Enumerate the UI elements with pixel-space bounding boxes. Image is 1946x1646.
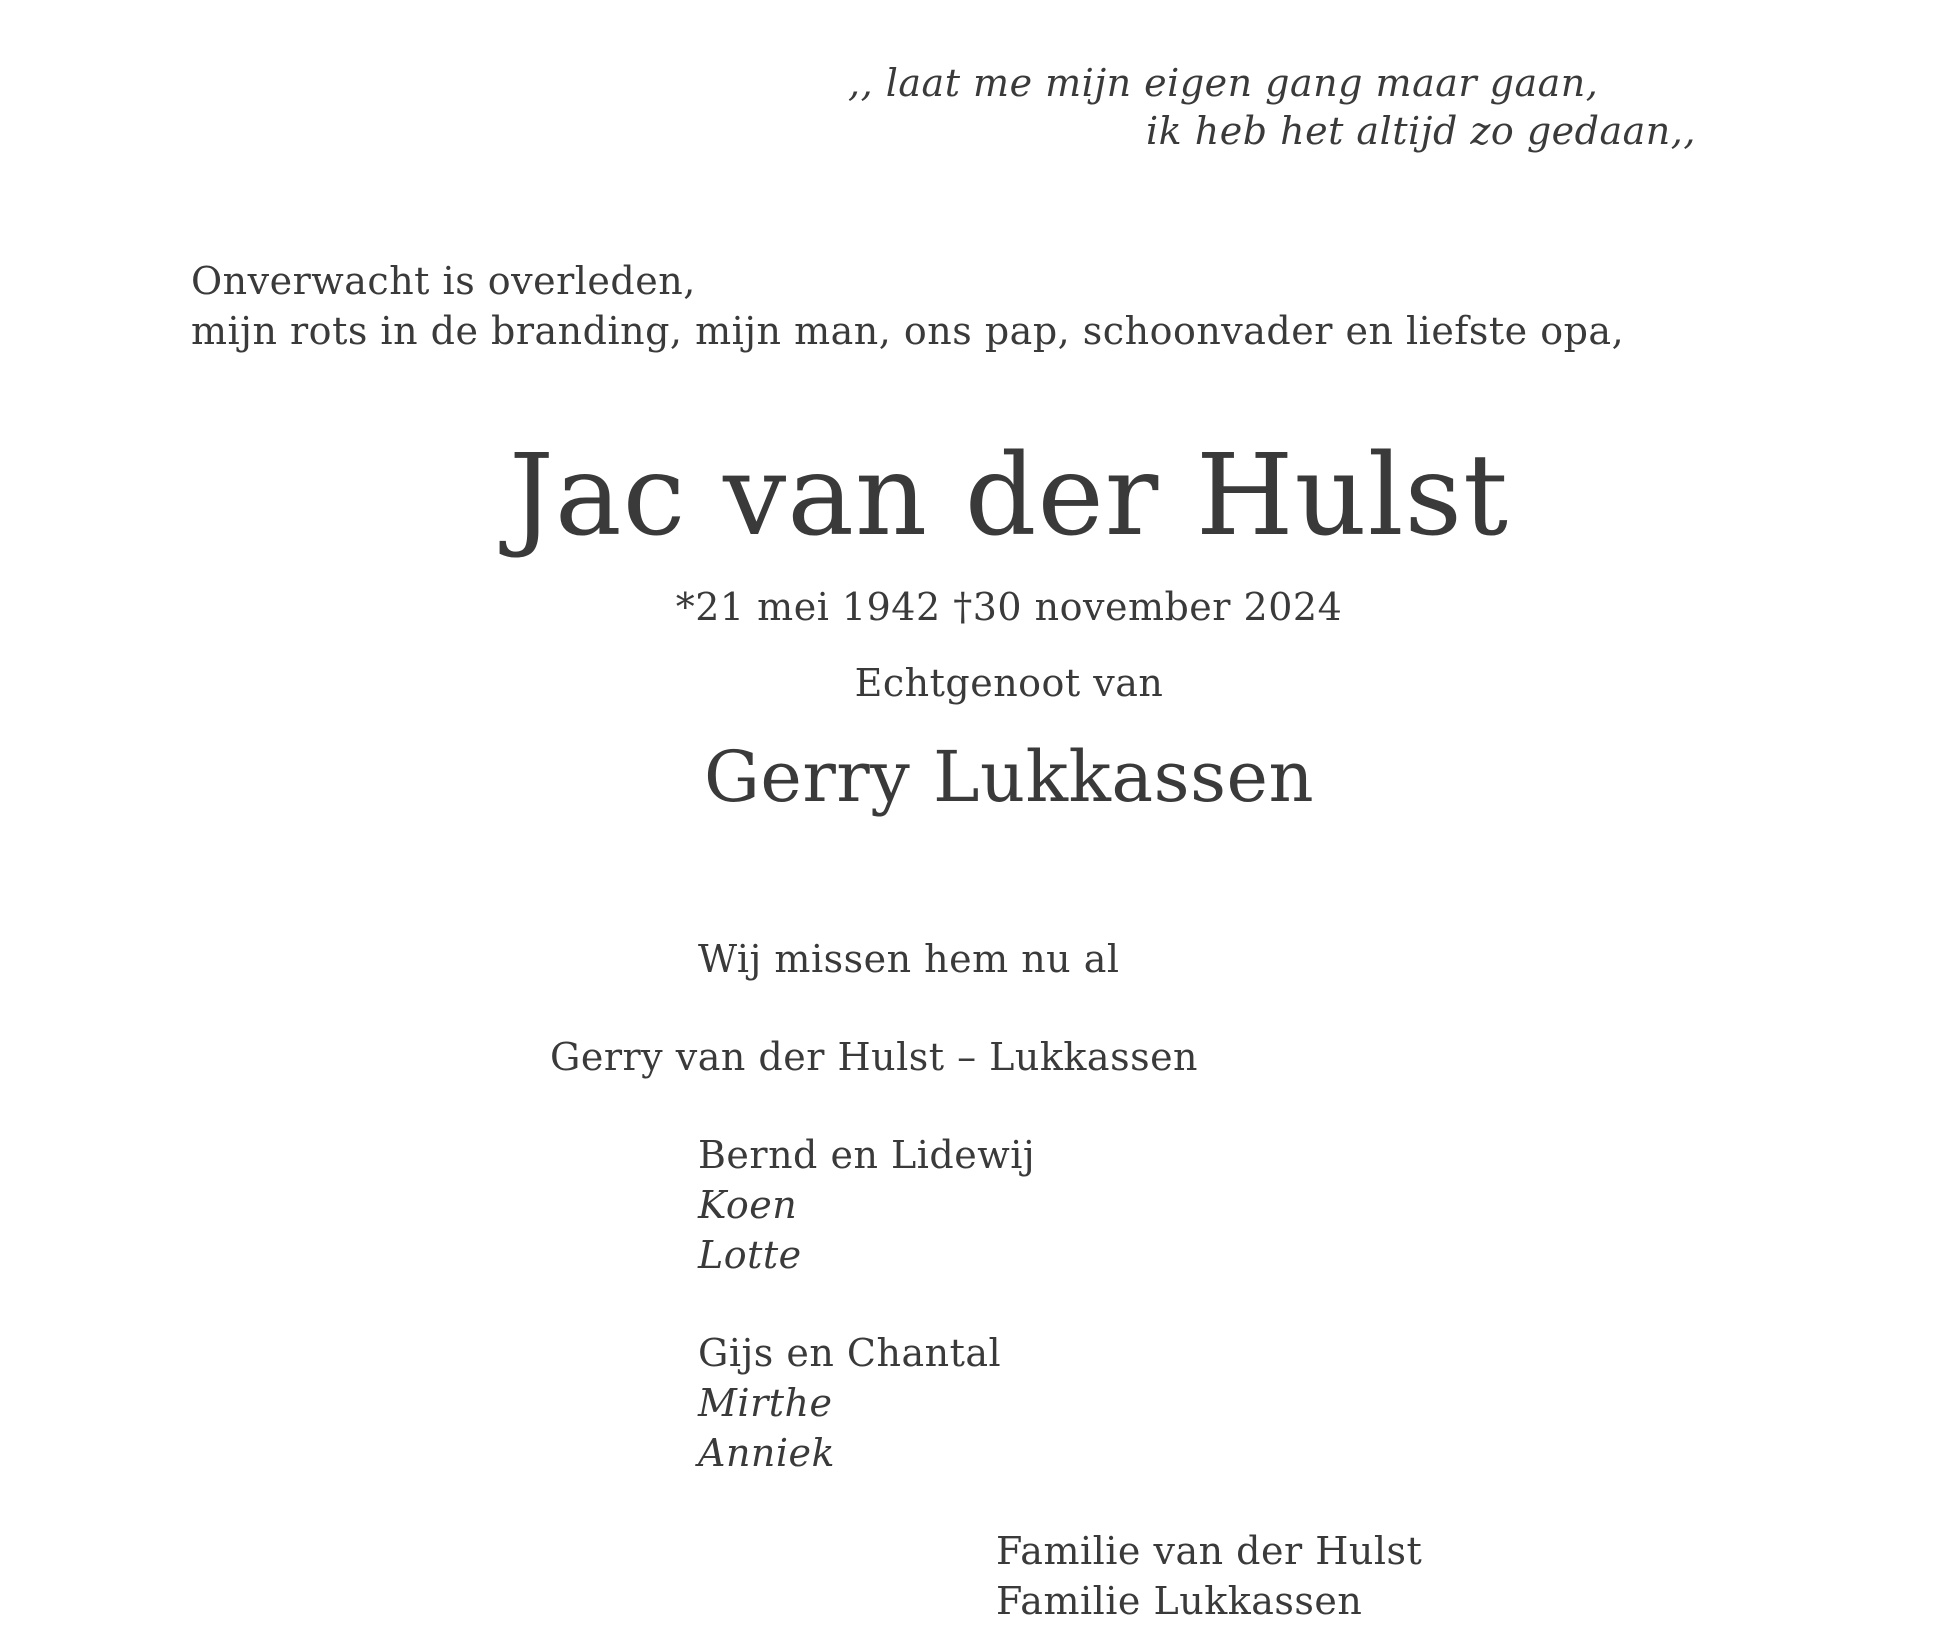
mourners-intro: Wij missen hem nu al — [698, 937, 1120, 981]
intro-line-2: mijn rots in de branding, mijn man, ons pap, schoonvader en liefste opa, — [191, 309, 1625, 353]
deceased-dates: *21 mei 1942 †30 november 2024 — [675, 585, 1343, 629]
quote-line-1: ,, laat me mijn eigen gang maar gaan, — [848, 61, 1599, 105]
relatives-1: Familie van der Hulst — [996, 1529, 1423, 1573]
family-1-child-1: Koen — [698, 1183, 798, 1227]
intro-line-1: Onverwacht is overleden, — [191, 259, 696, 303]
deceased-name: Jac van der Hulst — [508, 431, 1509, 561]
family-2-child-1: Mirthe — [698, 1381, 833, 1425]
spouse-relation: Echtgenoot van — [854, 661, 1164, 705]
family-1-child-2: Lotte — [698, 1233, 802, 1277]
family-2-child-2: Anniek — [698, 1431, 836, 1475]
quote-line-2: ik heb het altijd zo gedaan,, — [1146, 109, 1696, 153]
family-couple-2: Gijs en Chantal — [698, 1331, 1002, 1375]
mourners-widow: Gerry van der Hulst – Lukkassen — [550, 1035, 1199, 1079]
family-couple-1: Bernd en Lidewij — [698, 1133, 1036, 1177]
relatives-2: Familie Lukkassen — [996, 1579, 1363, 1623]
spouse-name: Gerry Lukkassen — [703, 736, 1315, 818]
